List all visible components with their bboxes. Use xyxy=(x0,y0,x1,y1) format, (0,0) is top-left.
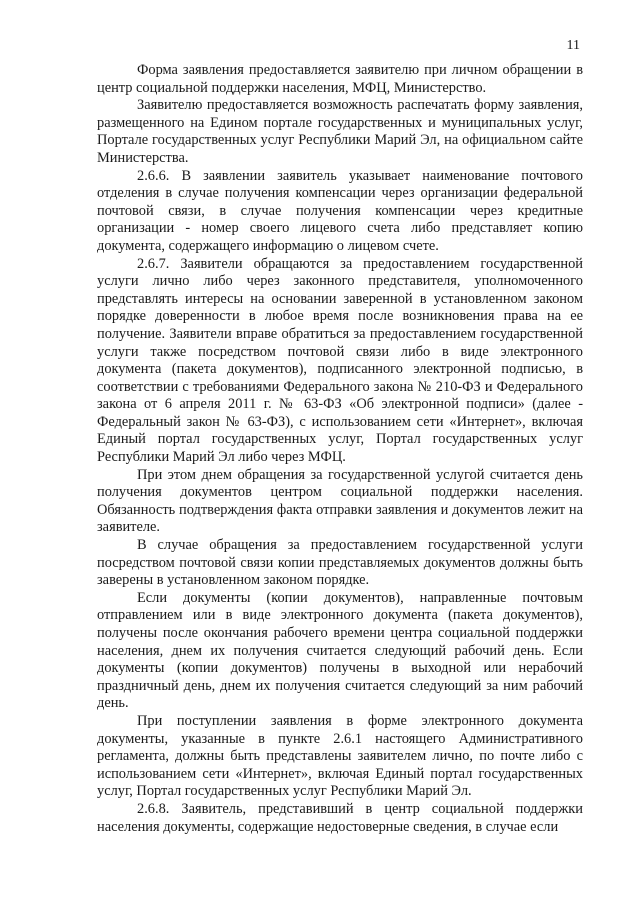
page-number: 11 xyxy=(566,38,580,53)
paragraph-2-6-8: 2.6.8. Заявитель, представивший в центр социальной поддержки населения документы, содержащие недостоверные сведения, в случае если xyxy=(97,800,583,835)
document-body xyxy=(97,62,583,836)
paragraph-electronic-submission: При поступлении заявления в форме электронного документа документы, указанные в пункте 2.6.1 настоящего Административного регламента, должны быть представлены заявителем лично, по почте либо с использованием сети «Интернет», включая Единый портал государственных услуг, Портал государственных услуг Республики Марий Эл. xyxy=(97,712,583,800)
paragraph-receipt-timing: Если документы (копии документов), направленные почтовым отправлением или в виде электронного документа (пакета документов), получены после окончания рабочего времени центра социальной поддержки населения, днем их получения считается следующий рабочий день. Если документы (копии документов) получены в выходной или нерабочий праздничный день, днем их получения считается следующий за ним рабочий день. xyxy=(97,589,583,712)
paragraph-postal-copies: В случае обращения за предоставлением государственной услуги посредством почтовой связи копии представляемых документов должны быть заверены в установленном законом порядке. xyxy=(97,537,583,589)
paragraph-day-of-application: При этом днем обращения за государственной услугой считается день получения документов центром социальной поддержки населения. Обязанность подтверждения факта отправки заявления и документов лежит на заявителе. xyxy=(97,466,583,536)
paragraph-print-option: Заявителю предоставляется возможность распечатать форму заявления, размещенного на Едином портале государственных и муниципальных услуг, Портале государственных услуг Республики Марий Эл, на официальном сайте Министерства. xyxy=(97,97,583,166)
paragraph-2-6-6: 2.6.6. В заявлении заявитель указывает наименование почтового отделения в случае получения компенсации через организации федеральной почтовой связи, в случае получения компенсации через кредитные организации - номер своего лицевого счета либо представляет копию документа, содержащего информацию о лицевом счете. xyxy=(97,167,583,254)
paragraph-application-form: Форма заявления предоставляется заявителю при личном обращении в центр социальной поддержки населения, МФЦ, Министерство. xyxy=(97,62,583,96)
paragraph-2-6-7: 2.6.7. Заявители обращаются за предоставлением государственной услуги лично либо через законного представителя, уполномоченного представлять интересы на основании заверенной в установленном законом порядке доверенности в любое время после возникновения права на ее получение. Заявители вправе обратиться за предоставлением государственной услуги также посредством почтовой связи либо в виде электронного документа (пакета документов), подписанного электронной подписью, в соответствии с требованиями Федерального закона № 210-ФЗ и Федерального закона от 6 апреля 2011 г. № 63-ФЗ «Об электронной подписи» (далее - Федеральный закон № 63-ФЗ), с использованием сети «Интернет», включая Единый портал государственных услуг, Портал государственных услуг Республики Марий Эл либо через МФЦ. xyxy=(97,255,583,466)
